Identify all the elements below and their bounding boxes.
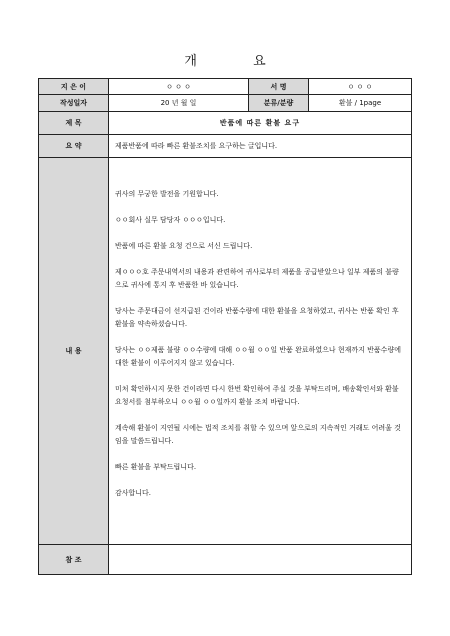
content-body: [109, 158, 412, 545]
content-paragraph: 감사합니다.: [115, 489, 152, 497]
content-paragraph: ㅇㅇ회사 실무 담당자 ㅇㅇㅇ입니다.: [115, 216, 226, 224]
author-row: [39, 79, 412, 95]
date-label: 작성일자: [39, 95, 109, 112]
content-label: 내 용: [39, 158, 109, 545]
sign-label: 서 명: [249, 79, 309, 95]
content-paragraph: 제ㅇㅇㅇ호 주문내역서의 내용과 관련하여 귀사로부터 제품을 공급받았으나 일부 제품의 불량으로 귀사에 통지 후 반품한 바 있습니다.: [115, 268, 399, 289]
content-paragraph: 빠른 환불을 부탁드립니다.: [115, 463, 197, 471]
date-row: [39, 95, 412, 112]
subject-label: 제 목: [39, 112, 109, 135]
summary-label: 요 약: [39, 135, 109, 158]
document-title: 개 요: [184, 54, 292, 69]
sign-value: ㅇ ㅇ ㅇ: [309, 79, 412, 95]
reference-row: [39, 545, 412, 575]
category-label: 분류/분량: [249, 95, 309, 112]
content-paragraph: 당사는 ㅇㅇ제품 불량 ㅇㅇ수량에 대해 ㅇㅇ월 ㅇㅇ일 반품 완료하였으나 현재까지 반품수량에 대한 환불이 이루어지지 않고 있습니다.: [115, 346, 401, 367]
summary-value: 제품반품에 따라 빠른 환불조치를 요구하는 글입니다.: [109, 135, 412, 158]
content-paragraph: 귀사의 무궁한 발전을 기원합니다.: [115, 190, 219, 198]
author-label: 지 은 이: [39, 79, 109, 95]
subject-row: [39, 112, 412, 135]
summary-form-table: [38, 78, 412, 575]
reference-value: [109, 545, 412, 575]
content-paragraph: 반품에 따른 환불 요청 건으로 서신 드립니다.: [115, 242, 253, 250]
summary-row: [39, 135, 412, 158]
date-value: 20 년 월 일: [109, 95, 249, 112]
content-paragraph: 계속해 환불이 지연될 시에는 법적 조치를 취할 수 있으며 앞으로의 지속적인 거래도 어려울 것임을 말씀드립니다.: [115, 424, 401, 445]
subject-value: 반품에 따른 환불 요구: [109, 112, 412, 135]
reference-label: 참 조: [39, 545, 109, 575]
content-row: [39, 158, 412, 545]
category-value: 환불 / 1page: [309, 95, 412, 112]
content-paragraph: 당사는 주문대금이 선지급된 건이라 반품수량에 대한 환불을 요청하였고, 귀사는 반품 확인 후 환불을 약속하셨습니다.: [115, 307, 399, 328]
author-value: ㅇ ㅇ ㅇ: [109, 79, 249, 95]
content-paragraph: 미처 확인하시지 못한 건이라면 다시 한번 확인하여 주실 것을 부탁드리며, 배송확인서와 환불요청서를 첨부하오니 ㅇㅇ월 ㅇㅇ일까지 환불 조치 바랍니다.: [115, 385, 399, 406]
